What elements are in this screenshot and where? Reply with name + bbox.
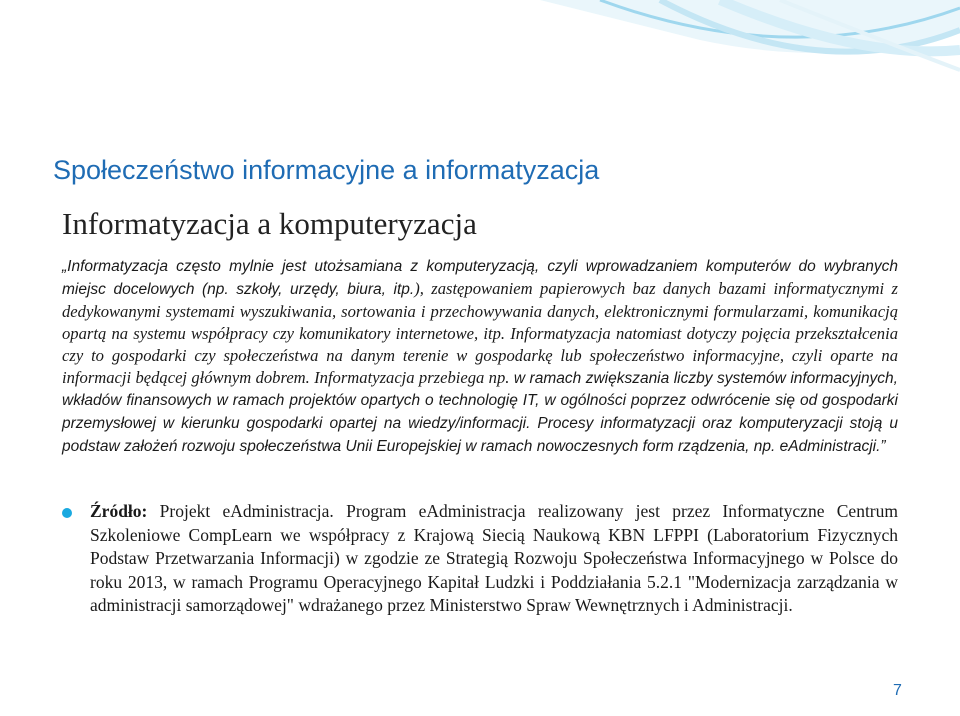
source-text (90, 500, 898, 618)
slide-title: Społeczeństwo informacyjne a informatyzacja (53, 155, 600, 185)
corner-swoosh-decoration (540, 0, 960, 110)
page-number: 7 (893, 682, 902, 699)
source-body: Projekt eAdministracja. Program eAdministracja realizowany jest przez Informatyczne Centrum Szkoleniowe CompLearn we współpracy z Krajową Siecią Naukową KBN LFPPI (Laboratorium Fizycznych Podstaw Przetwarzania Informacji) w zgodzie ze Strategią Rozwoju Społeczeństwa Informacyjnego w Polsce do roku 2013, w ramach Programu Operacyjnego Kapitał Ludzki i Poddziałania 5.2.1 "Modernizacja zarządzania w administracji samorządowej" wdrażanego przez Ministerstwo Spraw Wewnętrznych i Administracji. (90, 501, 898, 615)
quote-part-3: w ramach zwiększania liczby systemów informacyjnych, wkładów finansowych w ramach projektów opartych o technologię IT, w ogólności poprzez odwrócenie się od gospodarki przemysłowej w kierunku gospodarki opartej na wiedzy/informacji. Procesy informatyzacji oraz komputeryzacji stoją u podstaw założeń rozwoju społeczeństwa Unii Europejskiej w ramach nowoczesnych form rządzenia, np. eAdministracji.” (62, 369, 898, 456)
quote-paragraph (62, 255, 898, 458)
bullet-dot-icon (62, 508, 72, 518)
slide-subtitle: Informatyzacja a komputeryzacja (62, 206, 477, 241)
quote-part-2: ), zastępowaniem papierowych baz danych bazami informatycznymi z dedykowanymi systemami wyszukiwania, sortowania i przechowywania danych, elektronicznymi formularzami, komunikacją opartą na systemu współpracy czy komunikatory internetowe, itp. Informatyzacja natomiast dotyczy pojęcia przekształcenia czy to gospodarki czy społeczeństwa na danym terenie w gospodarkę lub społeczeństwo informacyjne, czyli oparte na informacji będącej głównym dobrem. Informatyzacja przebiega np. (62, 278, 898, 387)
source-bullet-item (62, 500, 898, 618)
quote-part-1: „Informatyzacja często mylnie jest utożsamiana z komputeryzacją, czyli wprowadzaniem komputerów do wybranych miejsc docelowych (np. szkoły, urzędy, biura, itp. (62, 258, 898, 298)
source-label: Źródło: (90, 501, 148, 521)
